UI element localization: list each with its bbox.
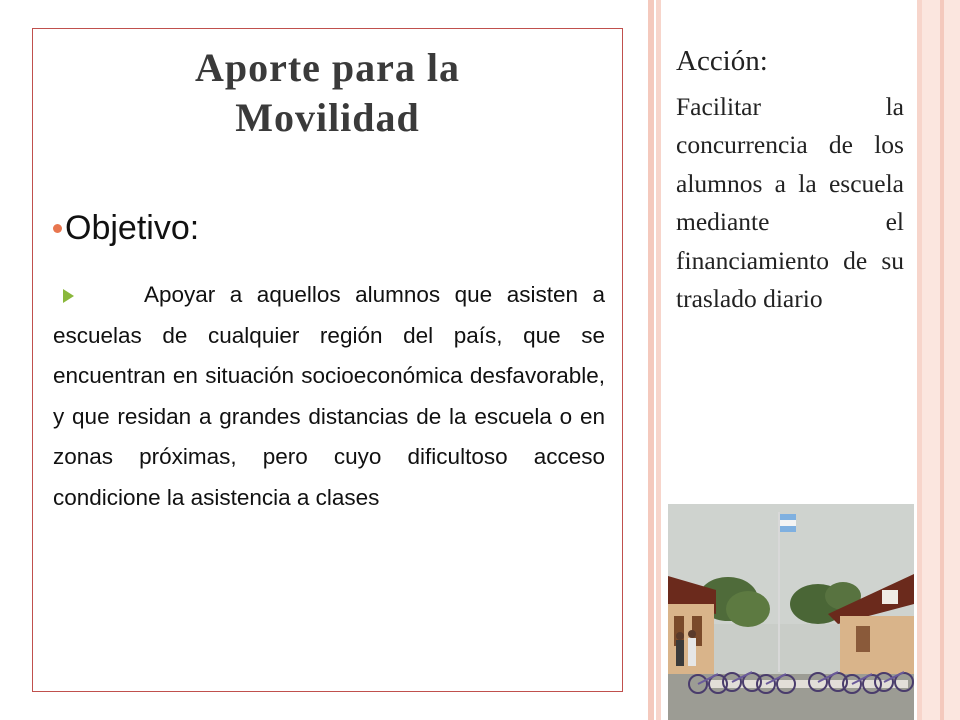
school-bicycles-photo: [668, 504, 914, 720]
content-box: [32, 28, 623, 692]
title-line-2: Movilidad: [235, 95, 420, 140]
action-label: Acción:: [676, 45, 768, 77]
decorative-stripe: [944, 0, 960, 720]
round-bullet-icon: [53, 224, 62, 233]
objective-text: Apoyar a aquellos alumnos que asisten a escuelas de cualquier región del país, que se encuentran en situación socioeconómica desfavorable, y que residan a grandes distancias de la escuela o en zonas próximas, pero cuyo dificultoso acceso condicione la asistencia a clases: [53, 282, 605, 510]
objective-heading-row: [53, 207, 199, 249]
arrow-bullet-icon: [63, 289, 74, 303]
objective-paragraph: [53, 275, 605, 518]
action-text: Facilitar la concurrencia de los alumnos a la escuela mediante el financiamiento de su traslado diario: [676, 92, 904, 314]
title-line-1: Aporte para la: [194, 45, 461, 90]
objective-heading: Objetivo:: [65, 209, 200, 247]
slide-title: [33, 43, 622, 143]
decorative-stripe: [922, 0, 940, 720]
decorative-stripe: [656, 0, 661, 720]
action-panel: [676, 42, 904, 318]
